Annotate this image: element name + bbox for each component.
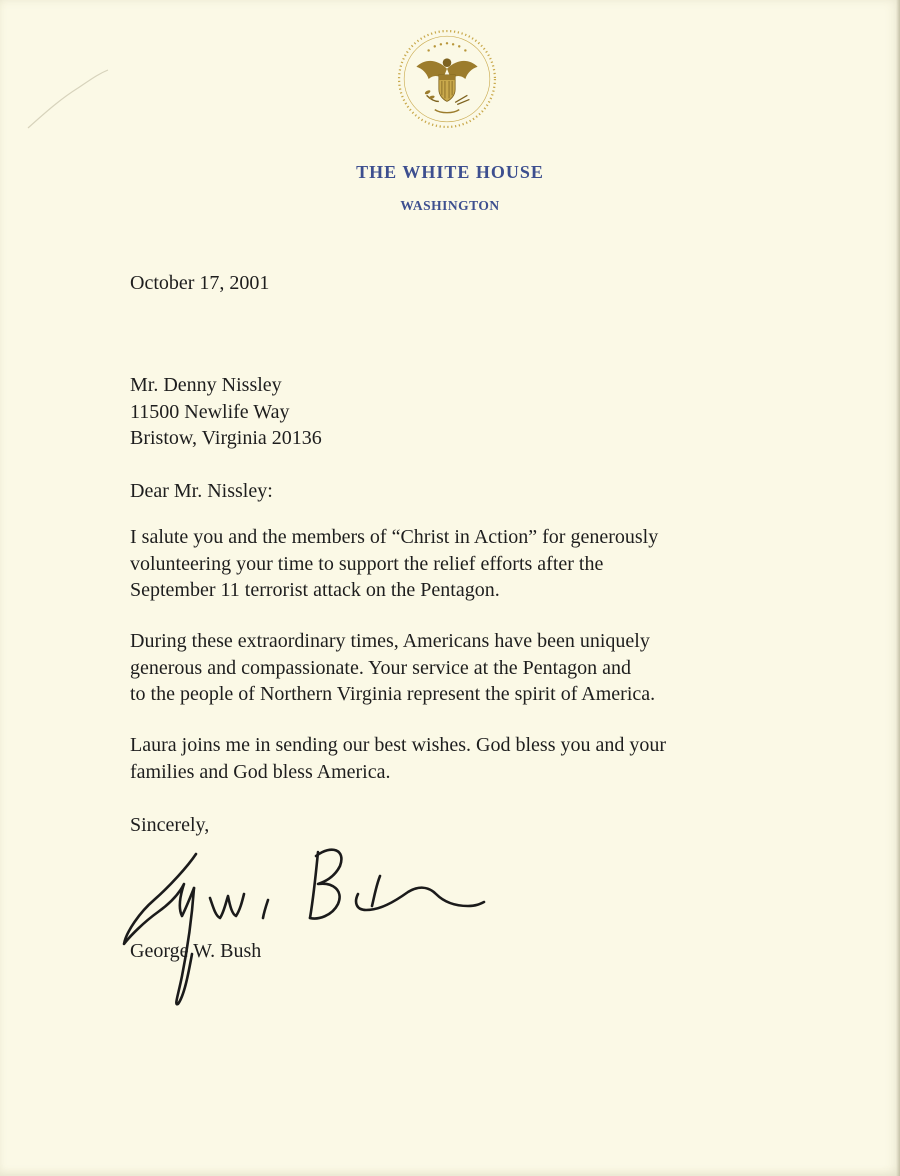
paragraph-line: During these extraordinary times, Americans have been uniquely <box>130 630 650 652</box>
letterhead-subtitle: WASHINGTON <box>400 198 500 213</box>
paragraph-2 <box>130 628 655 708</box>
letter-date: October 17, 2001 <box>130 272 270 294</box>
recipient-name: Mr. Denny Nissley <box>130 374 282 396</box>
paragraph-line: I salute you and the members of “Christ in Action” for generously <box>130 526 659 548</box>
recipient-city: Bristow, Virginia 20136 <box>130 427 322 449</box>
paragraph-line: Laura joins me in sending our best wishes. God bless you and your <box>130 734 667 756</box>
paragraph-1 <box>130 524 658 604</box>
salutation: Dear Mr. Nissley: <box>130 480 273 502</box>
paragraph-line: generous and compassionate. Your service at the Pentagon and <box>130 656 631 679</box>
signer-name: George W. Bush <box>130 940 262 962</box>
handwritten-signature-icon <box>118 836 498 1016</box>
paragraph-line: families and God bless America. <box>130 760 391 783</box>
paragraph-line: volunteering your time to support the relief efforts after the <box>130 552 604 575</box>
recipient-address <box>130 372 322 452</box>
paragraph-line: to the people of Northern Virginia represent the spirit of America. <box>130 683 656 705</box>
paragraph-line: September 11 terrorist attack on the Pentagon. <box>130 579 500 601</box>
paper-edge <box>896 0 900 1176</box>
recipient-street: 11500 Newlife Way <box>130 400 290 423</box>
paper-crease-mark <box>0 0 140 140</box>
closing: Sincerely, <box>130 814 210 836</box>
paragraph-3 <box>130 732 666 785</box>
presidential-seal-icon <box>396 28 498 130</box>
letterhead-title: THE WHITE HOUSE <box>356 162 544 182</box>
